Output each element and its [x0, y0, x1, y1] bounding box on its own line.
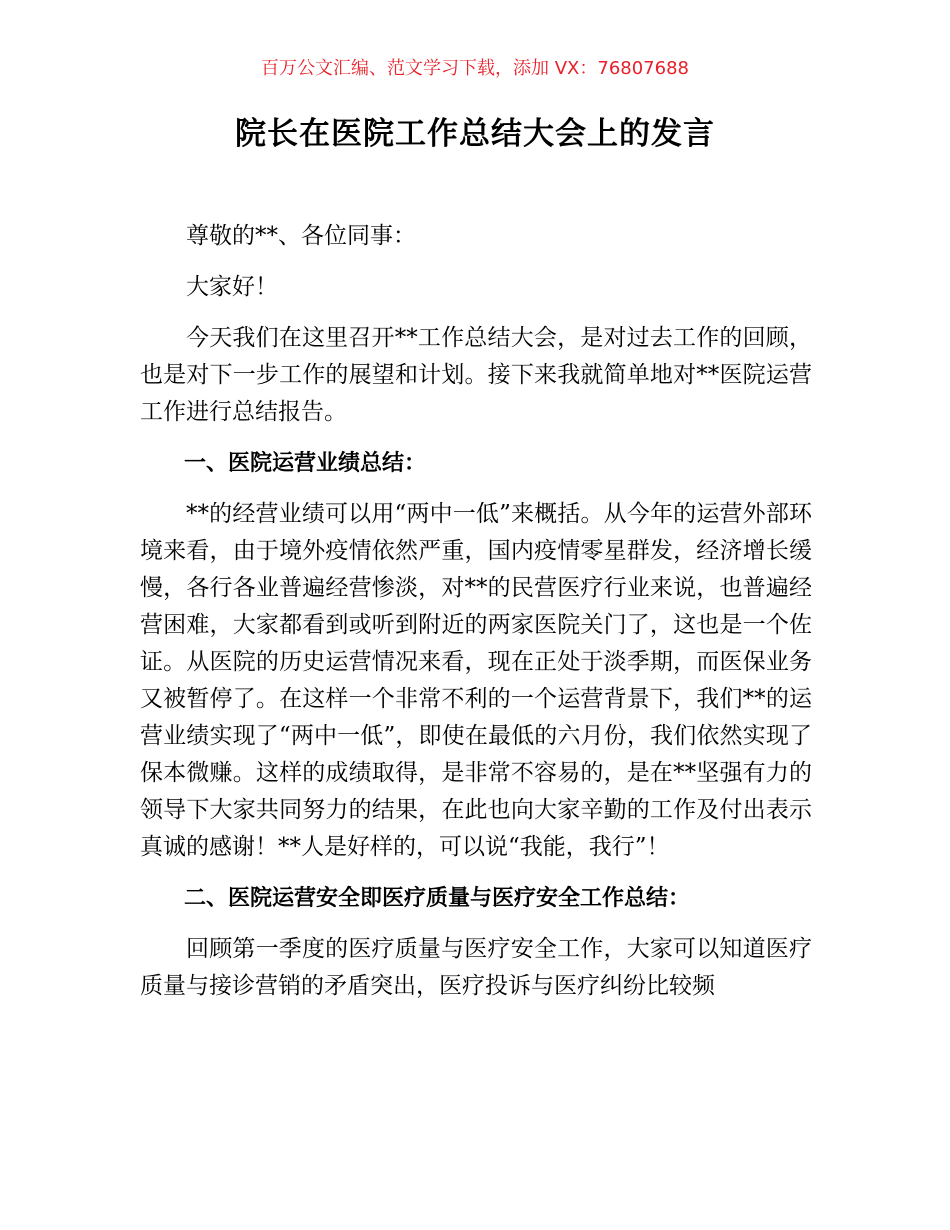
page-title: 院长在医院工作总结大会上的发言: [235, 116, 715, 152]
header-banner: 百万公文汇编、范文学习下载，添加 VX：76807688: [261, 58, 689, 79]
section-2-heading: 二、医院运营安全即医疗质量与医疗安全工作总结：: [184, 886, 691, 911]
intro-paragraph: 今天我们在这里召开**工作总结大会，是对过去工作的回顾，也是对下一步工作的展望和计划。接下来我就简单地对**医院运营工作进行总结报告。: [140, 325, 812, 425]
section-1-paragraph: **的经营业绩可以用“两中一低”来概括。从今年的运营外部环境来看，由于境外疫情依然严重，国内疫情零星群发，经济增长缓慢，各行各业普遍经营惨淡，对**的民营医疗行业来说，也普遍经营困难，大家都看到或听到附近的两家医院关门了，这也是一个佐证。从医院的历史运营情况来看，现在正处于淡季期，而医保业务又被暂停了。在这样一个非常不利的一个运营背景下，我们**的运营业绩实现了“两中一低”，即使在最低的六月份，我们依然实现了保本微赚。这样的成绩取得，是非常不容易的，是在**坚强有力的领导下大家共同努力的结果，在此也向大家辛勤的工作及付出表示真诚的感谢！**人是好样的，可以说“我能，我行”！: [140, 501, 812, 860]
salutation: 尊敬的**、各位同事：: [186, 223, 416, 249]
section-2-paragraph: 回顾第一季度的医疗质量与医疗安全工作，大家可以知道医疗质量与接诊营销的矛盾突出，医疗投诉与医疗纠纷比较频: [140, 936, 812, 999]
section-1-heading: 一、医院运营业绩总结：: [184, 451, 427, 476]
greeting: 大家好！: [186, 274, 278, 300]
document-body: [140, 218, 812, 1019]
